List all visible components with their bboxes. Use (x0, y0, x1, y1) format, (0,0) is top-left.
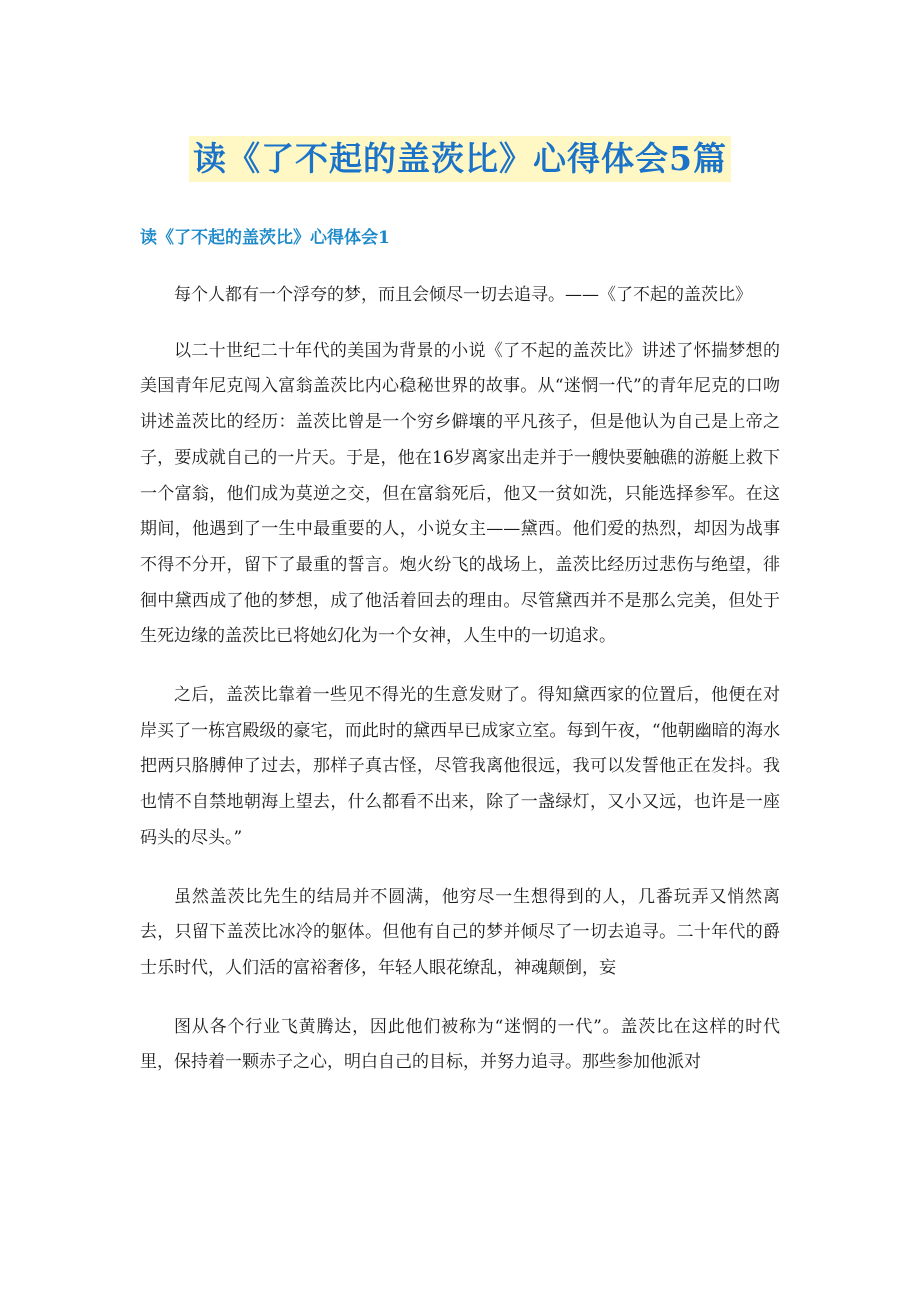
paragraph: 以二十世纪二十年代的美国为背景的小说《了不起的盖茨比》讲述了怀揣梦想的美国青年尼克闯入富翁盖茨比内心稳秘世界的故事。从“迷惘一代”的青年尼克的口吻讲述盖茨比的经历：盖茨比曾是一个穷乡僻壤的平凡孩子，但是他认为自己是上帝之子，要成就自己的一片天。于是，他在16岁离家出走并于一艘快要触礁的游艇上救下一个富翁，他们成为莫逆之交，但在富翁死后，他又一贫如洗，只能选择参军。在这期间，他遇到了一生中最重要的人，小说女主——黛西。他们爱的热烈，却因为战事不得不分开，留下了最重的誓言。炮火纷飞的战场上，盖茨比经历过悲伤与绝望，徘徊中黛西成了他的梦想，成了他活着回去的理由。尽管黛西并不是那么完美，但处于生死边缘的盖茨比已将她幻化为一个女神，人生中的一切追求。 (140, 340, 780, 647)
section-heading: 读《了不起的盖茨比》心得体会1 (140, 228, 390, 248)
document-body (140, 278, 780, 1104)
paragraph: 之后，盖茨比靠着一些见不得光的生意发财了。得知黛西家的位置后，他便在对岸买了一栋宫殿级的豪宅，而此时的黛西早已成家立室。每到午夜，“他朝幽暗的海水把两只胳膊伸了过去，那样子真古怪，尽管我离他很远，我可以发誓他正在发抖。我也情不自禁地朝海上望去，什么都看不出来，除了一盏绿灯，又小又远，也许是一座码头的尽头。” (140, 685, 780, 848)
paragraph-quote: 每个人都有一个浮夸的梦，而且会倾尽一切去追寻。——《了不起的盖茨比》 (174, 285, 752, 305)
title-block (0, 136, 920, 182)
document-title: 读《了不起的盖茨比》心得体会5篇 (189, 136, 731, 182)
paragraph: 图从各个行业飞黄腾达，因此他们被称为“迷惘的一代”。盖茨比在这样的时代里，保持着一颗赤子之心，明白自己的目标，并努力追寻。那些参加他派对 (140, 1016, 780, 1073)
paragraph: 虽然盖茨比先生的结局并不圆满，他穷尽一生想得到的人，几番玩弄又悄然离去，只留下盖茨比冰冷的躯体。但他有自己的梦并倾尽了一切去追寻。二十年代的爵士乐时代，人们活的富裕奢侈，年轻人眼花缭乱，神魂颠倒，妄 (140, 886, 780, 978)
